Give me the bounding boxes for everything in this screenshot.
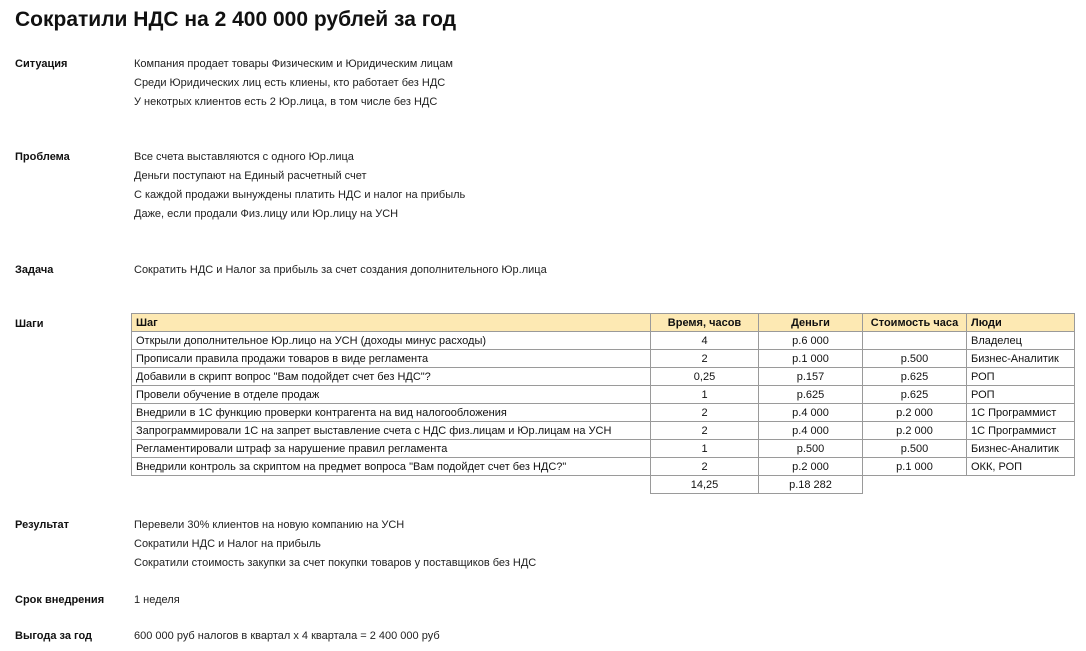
situation-line: Среди Юридических лиц есть клиены, кто работает без НДС bbox=[134, 77, 446, 89]
task-text bbox=[134, 261, 547, 280]
step-cell: Внедрили контроль за скриптом на предмет вопроса "Вам подойдет счет без НДС?" bbox=[132, 458, 651, 476]
table-row bbox=[132, 422, 1075, 440]
result-label: Результат bbox=[15, 519, 70, 531]
hours-cell: 1 bbox=[651, 386, 759, 404]
totals-spacer bbox=[132, 476, 651, 494]
table-row bbox=[132, 404, 1075, 422]
hours-cell: 2 bbox=[651, 404, 759, 422]
problem-line: С каждой продажи вынуждены платить НДС и налог на прибыль bbox=[134, 189, 466, 201]
result-line: Сократили стоимость закупки за счет покупки товаров у поставщиков без НДС bbox=[134, 557, 537, 569]
benefit-line: 600 000 руб налогов в квартал х 4 квартала = 2 400 000 руб bbox=[134, 630, 440, 642]
hour-cost-cell: р.625 bbox=[863, 386, 967, 404]
money-cell: р.157 bbox=[759, 368, 863, 386]
hours-cell: 4 bbox=[651, 332, 759, 350]
page-title: Сократили НДС на 2 400 000 рублей за год bbox=[15, 8, 457, 31]
people-cell: РОП bbox=[967, 368, 1075, 386]
task-label: Задача bbox=[15, 264, 54, 276]
result-line: Перевели 30% клиентов на новую компанию на УСН bbox=[134, 519, 405, 531]
people-cell: Владелец bbox=[967, 332, 1075, 350]
money-cell: р.4 000 bbox=[759, 422, 863, 440]
table-row bbox=[132, 368, 1075, 386]
situation-line: У некотрых клиентов есть 2 Юр.лица, в том числе без НДС bbox=[134, 96, 438, 108]
hours-cell: 2 bbox=[651, 350, 759, 368]
steps-label: Шаги bbox=[15, 318, 44, 330]
step-cell: Регламентировали штраф за нарушение правил регламента bbox=[132, 440, 651, 458]
problem-label: Проблема bbox=[15, 151, 70, 163]
header-people: Люди bbox=[967, 314, 1075, 332]
table-row bbox=[132, 386, 1075, 404]
people-cell: Бизнес-Аналитик bbox=[967, 350, 1075, 368]
problem-line: Все счета выставляются с одного Юр.лица bbox=[134, 151, 354, 163]
table-row bbox=[132, 440, 1075, 458]
situation-text bbox=[134, 55, 453, 112]
totals-spacer bbox=[967, 476, 1075, 494]
step-cell: Провели обучение в отделе продаж bbox=[132, 386, 651, 404]
hour-cost-cell bbox=[863, 332, 967, 350]
hour-cost-cell: р.625 bbox=[863, 368, 967, 386]
situation-label: Ситуация bbox=[15, 58, 68, 70]
situation-line: Компания продает товары Физическим и Юридическим лицам bbox=[134, 58, 453, 70]
problem-line: Даже, если продали Физ.лицу или Юр.лицу на УСН bbox=[134, 208, 399, 220]
hours-cell: 2 bbox=[651, 458, 759, 476]
header-hours: Время, часов bbox=[651, 314, 759, 332]
total-hours-cell: 14,25 bbox=[651, 476, 759, 494]
money-cell: р.625 bbox=[759, 386, 863, 404]
table-row bbox=[132, 350, 1075, 368]
problem-text bbox=[134, 148, 465, 224]
result-line: Сократили НДС и Налог на прибыль bbox=[134, 538, 321, 550]
people-cell: Бизнес-Аналитик bbox=[967, 440, 1075, 458]
problem-line: Деньги поступают на Единый расчетный счет bbox=[134, 170, 367, 182]
steps-header-row bbox=[132, 314, 1075, 332]
header-hour-cost: Стоимость часа bbox=[863, 314, 967, 332]
money-cell: р.1 000 bbox=[759, 350, 863, 368]
hour-cost-cell: р.2 000 bbox=[863, 404, 967, 422]
step-cell: Прописали правила продажи товаров в виде регламента bbox=[132, 350, 651, 368]
step-cell: Внедрили в 1С функцию проверки контрагента на вид налогообложения bbox=[132, 404, 651, 422]
benefit-text bbox=[134, 627, 440, 646]
people-cell: 1С Программист bbox=[967, 422, 1075, 440]
hour-cost-cell: р.500 bbox=[863, 350, 967, 368]
term-label: Срок внедрения bbox=[15, 594, 105, 606]
hour-cost-cell: р.1 000 bbox=[863, 458, 967, 476]
hours-cell: 2 bbox=[651, 422, 759, 440]
hours-cell: 0,25 bbox=[651, 368, 759, 386]
steps-table bbox=[131, 313, 1075, 494]
step-cell: Запрограммировали 1С на запрет выставление счета с НДС физ.лицам и Юр.лицам на УСН bbox=[132, 422, 651, 440]
people-cell: РОП bbox=[967, 386, 1075, 404]
header-step: Шаг bbox=[132, 314, 651, 332]
people-cell: 1С Программист bbox=[967, 404, 1075, 422]
hours-cell: 1 bbox=[651, 440, 759, 458]
hour-cost-cell: р.500 bbox=[863, 440, 967, 458]
result-text bbox=[134, 516, 536, 573]
money-cell: р.2 000 bbox=[759, 458, 863, 476]
step-cell: Добавили в скрипт вопрос "Вам подойдет счет без НДС"? bbox=[132, 368, 651, 386]
totals-row bbox=[132, 476, 1075, 494]
table-row bbox=[132, 458, 1075, 476]
term-text bbox=[134, 591, 180, 610]
table-row bbox=[132, 332, 1075, 350]
total-money-cell: р.18 282 bbox=[759, 476, 863, 494]
header-money: Деньги bbox=[759, 314, 863, 332]
money-cell: р.4 000 bbox=[759, 404, 863, 422]
benefit-label: Выгода за год bbox=[15, 630, 92, 642]
task-line: Сократить НДС и Налог за прибыль за счет создания дополнительного Юр.лица bbox=[134, 264, 547, 276]
totals-spacer bbox=[863, 476, 967, 494]
term-line: 1 неделя bbox=[134, 594, 180, 606]
step-cell: Открыли дополнительное Юр.лицо на УСН (доходы минус расходы) bbox=[132, 332, 651, 350]
money-cell: р.6 000 bbox=[759, 332, 863, 350]
money-cell: р.500 bbox=[759, 440, 863, 458]
people-cell: ОКК, РОП bbox=[967, 458, 1075, 476]
hour-cost-cell: р.2 000 bbox=[863, 422, 967, 440]
